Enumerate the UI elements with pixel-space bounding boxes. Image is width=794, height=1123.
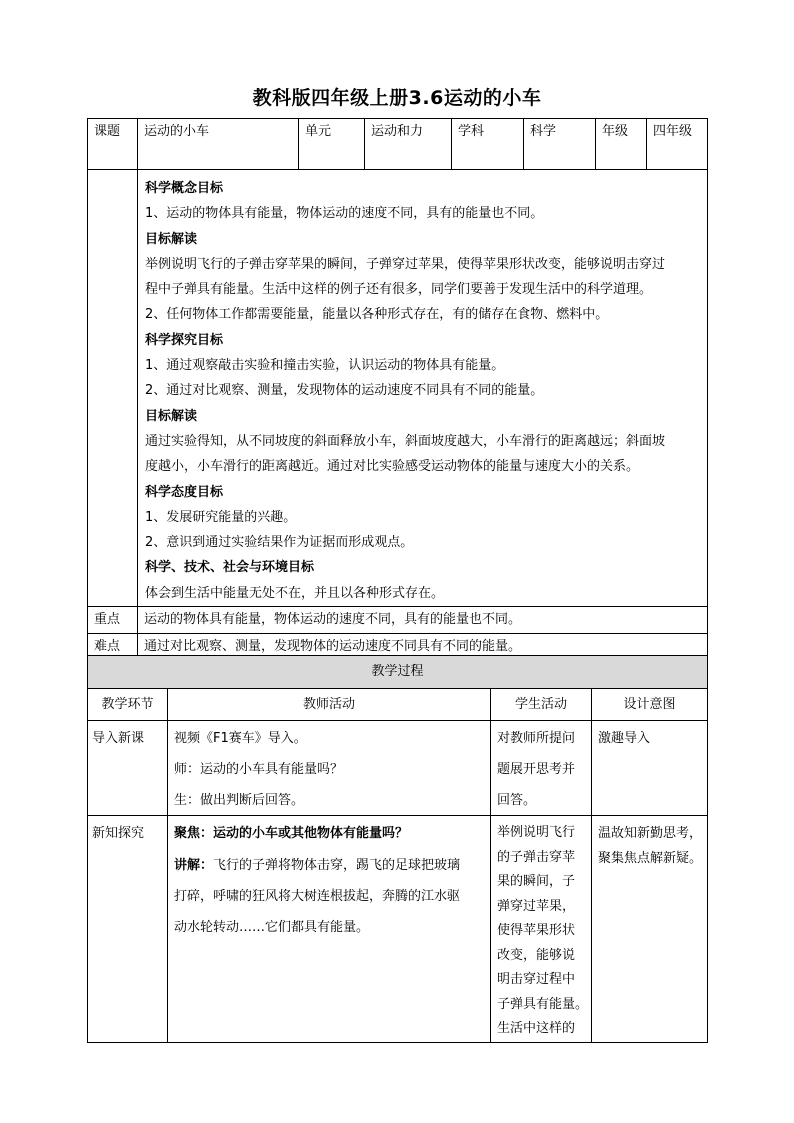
difficulty-value: 通过对比观察、测量，发现物体的运动速度不同具有不同的能量。 — [138, 634, 708, 661]
topic-label: 课题 — [88, 119, 138, 170]
teacher-line: 师：运动的小车具有能量吗？ — [174, 762, 344, 777]
lesson-info-table — [87, 118, 708, 661]
student-line: 的子弹击穿苹 — [497, 849, 576, 865]
grade-value: 四年级 — [647, 119, 708, 170]
intent-line: 激趣导入 — [598, 731, 651, 746]
goal-line: 程中子弹具有能量。生活中这样的例子还有很多，同学们要善于发现生活中的科学道理。 — [145, 282, 653, 298]
goal-heading: 科学态度目标 — [145, 484, 224, 500]
topic-value: 运动的小车 — [138, 119, 299, 170]
process-header-row — [88, 656, 708, 689]
design-intent-cell — [592, 721, 708, 816]
grade-label: 年级 — [596, 119, 647, 170]
column-header-stage: 教学环节 — [88, 689, 168, 721]
subject-value: 科学 — [524, 119, 596, 170]
unit-value: 运动和力 — [365, 119, 452, 170]
student-line: 回答。 — [497, 793, 537, 808]
teacher-activity-cell — [168, 721, 491, 816]
student-line: 题展开思考并 — [497, 762, 576, 777]
stage-cell: 新知探究 — [88, 816, 168, 1043]
goal-heading: 科学概念目标 — [145, 181, 224, 196]
subject-label: 学科 — [452, 119, 524, 170]
intent-line: 温故知新勤思考， — [598, 826, 703, 841]
goals-cell — [138, 170, 708, 607]
info-row — [88, 119, 708, 170]
goal-line: 1、发展研究能量的兴趣。 — [145, 509, 297, 525]
goal-heading: 目标解读 — [145, 231, 198, 247]
focus-question: 聚焦：运动的小车或其他物体有能量吗？ — [174, 826, 409, 841]
student-line: 对教师所提问 — [497, 731, 576, 746]
key-point-label: 重点 — [88, 607, 138, 634]
lecture-label: 讲解： — [174, 858, 214, 873]
student-line: 明击穿过程中 — [497, 972, 576, 987]
process-columns-row — [88, 689, 708, 721]
goal-heading: 科学探究目标 — [145, 332, 224, 348]
document-title: 教科版四年级上册3.6运动的小车 — [252, 87, 542, 109]
process-row-intro — [88, 721, 708, 816]
student-line: 举例说明飞行 — [497, 825, 576, 840]
student-line: 生活中这样的 — [497, 1021, 576, 1036]
difficulty-label: 难点 — [88, 634, 138, 661]
goal-line: 2、意识到通过实验结果作为证据而形成观点。 — [145, 535, 414, 551]
goal-line: 2、通过对比观察、测量，发现物体的运动速度不同具有不同的能量。 — [145, 383, 544, 399]
unit-label: 单元 — [299, 119, 365, 170]
teacher-line: 视频《F1赛车》导入。 — [174, 731, 307, 746]
student-line: 果的瞬间，子 — [497, 874, 576, 889]
student-line: 使得苹果形状 — [497, 923, 576, 938]
column-header-student: 学生活动 — [491, 689, 592, 721]
column-header-teacher: 教师活动 — [168, 689, 491, 721]
lecture-text: 飞行的子弹将物体击穿，踢飞的足球把玻璃 — [213, 858, 461, 873]
teacher-line: 打碎，呼啸的狂风将大树连根拔起，奔腾的江水驱 — [174, 889, 461, 904]
student-activity-cell — [491, 816, 592, 1043]
goal-line: 举例说明飞行的子弹击穿苹果的瞬间，子弹穿过苹果，使得苹果形状改变，能够说明击穿过 — [145, 256, 666, 272]
key-point-row — [88, 607, 708, 634]
design-intent-cell — [592, 816, 708, 1043]
student-line: 弹穿过苹果， — [497, 898, 576, 914]
teacher-activity-cell — [168, 816, 491, 1043]
goal-line: 体会到生活中能量无处不在，并且以各种形式存在。 — [145, 585, 445, 601]
goal-line: 度越小，小车滑行的距离越近。通过对比实验感受运动物体的能量与速度大小的关系。 — [145, 459, 640, 475]
process-row-explore — [88, 816, 708, 1043]
goal-heading: 科学、技术、社会与环境目标 — [145, 560, 315, 576]
column-header-intent: 设计意图 — [592, 689, 708, 721]
student-line: 改变，能够说 — [497, 947, 576, 963]
teacher-line: 生：做出判断后回答。 — [174, 793, 305, 808]
goal-line: 1、通过观察敲击实验和撞击实验，认识运动的物体具有能量。 — [145, 358, 505, 374]
student-activity-cell — [491, 721, 592, 816]
intent-line: 聚集焦点解新疑。 — [598, 851, 703, 866]
student-line: 子弹具有能量。 — [497, 996, 589, 1012]
goal-line: 2、任何物体工作都需要能量，能量以各种形式存在，有的储存在食物、燃料中。 — [145, 307, 609, 323]
key-point-value: 运动的物体具有能量，物体运动的速度不同，具有的能量也不同。 — [138, 607, 708, 634]
teacher-line — [174, 853, 490, 878]
goal-line: 1、运动的物体具有能量，物体运动的速度不同，具有的能量也不同。 — [145, 206, 544, 222]
goals-row — [88, 170, 708, 607]
stage-cell: 导入新课 — [88, 721, 168, 816]
goal-line: 通过实验得知，从不同坡度的斜面释放小车，斜面坡度越大，小车滑行的距离越远；斜面坡 — [145, 433, 666, 449]
goal-heading: 目标解读 — [145, 408, 198, 424]
teaching-process-table — [87, 655, 708, 1043]
teacher-line: 动水轮转动……它们都具有能量。 — [174, 920, 370, 935]
goals-label-cell — [88, 170, 138, 607]
process-header: 教学过程 — [88, 656, 708, 689]
